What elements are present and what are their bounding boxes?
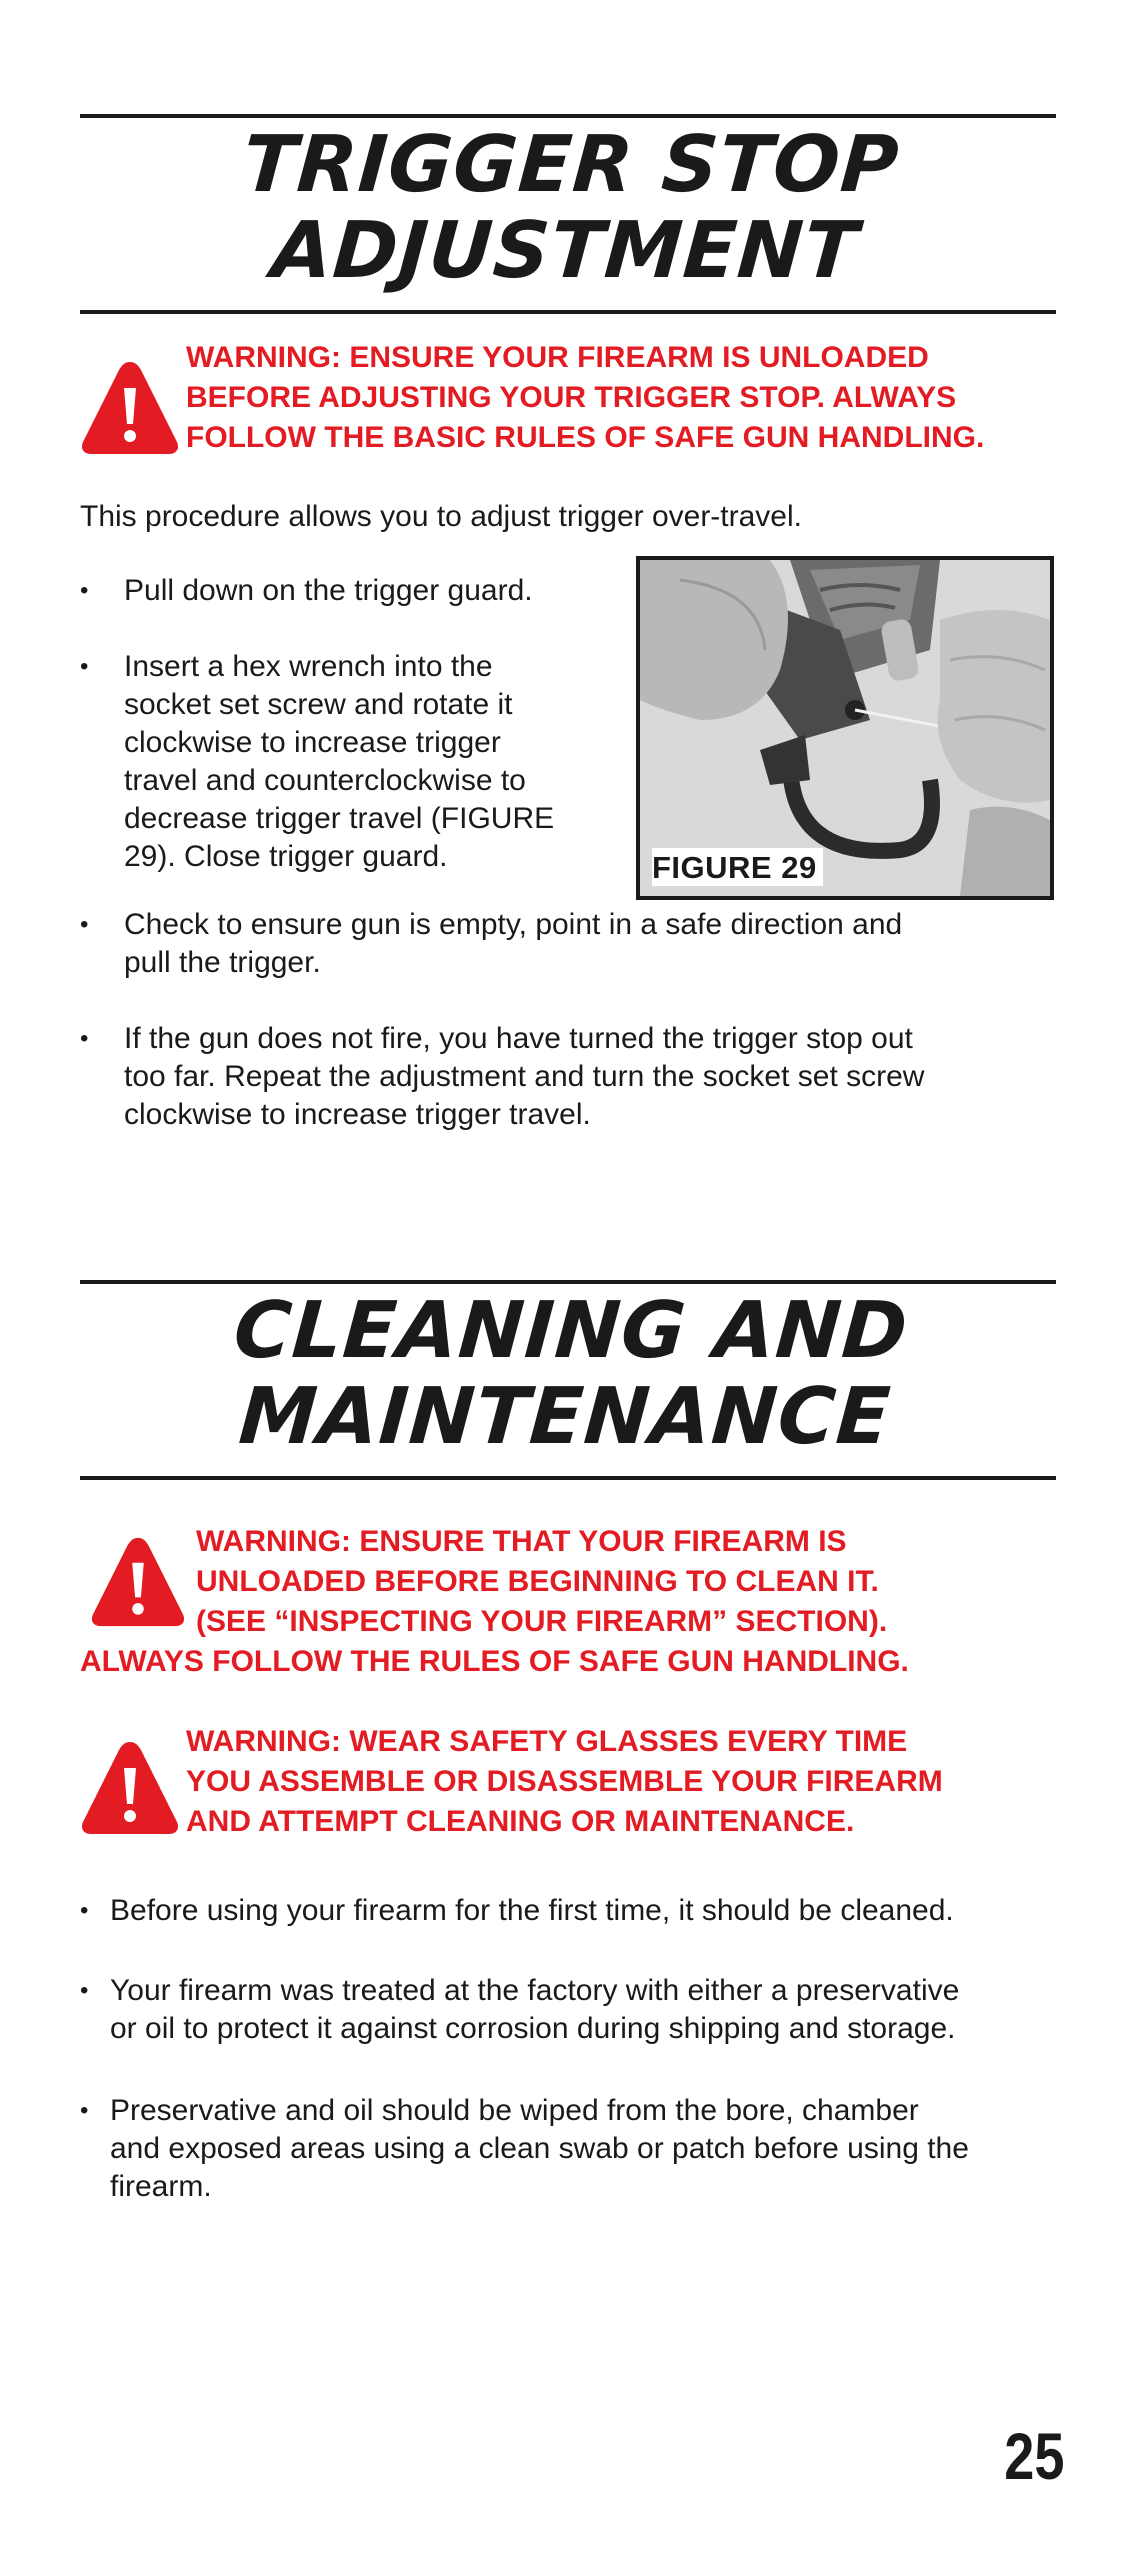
warning-line: ALWAYS FOLLOW THE RULES OF SAFE GUN HANDLING.: [80, 1645, 909, 1678]
list-item-line: travel and counterclockwise to: [124, 764, 526, 797]
section2-title: [74, 1288, 1062, 1460]
warning-line: BEFORE ADJUSTING YOUR TRIGGER STOP. ALWAYS: [186, 381, 957, 414]
warning-triangle-icon: [80, 358, 180, 458]
list-item: [80, 1972, 959, 2048]
figure-label: FIGURE 29: [652, 848, 823, 886]
bullet-dot: •: [80, 577, 89, 604]
bullet-dot: •: [80, 1897, 89, 1924]
list-item-line: Preservative and oil should be wiped from the bore, chamber: [110, 2094, 919, 2127]
section2-warning-glasses: [186, 1722, 943, 1842]
section1-title-line2: ADJUSTMENT: [268, 206, 862, 296]
list-item: [80, 648, 554, 876]
list-item: [80, 2092, 969, 2206]
list-item-line: 29). Close trigger guard.: [124, 840, 448, 873]
list-item-line: Your firearm was treated at the factory with either a preservative: [110, 1974, 960, 2007]
section2-warning-unloaded: [80, 1522, 1070, 1682]
list-item-line: firearm.: [110, 2170, 212, 2203]
list-item: [80, 1020, 924, 1134]
warning-triangle-icon: [80, 1738, 180, 1838]
section1-intro: This procedure allows you to adjust trigger over-travel.: [80, 500, 802, 533]
page-number: 25: [1003, 2419, 1064, 2493]
list-item-line: clockwise to increase trigger: [124, 726, 501, 759]
list-item-line: Before using your firearm for the first time, it should be cleaned.: [110, 1894, 954, 1927]
section2-top-rule: [80, 1280, 1056, 1284]
section1-warning: [186, 338, 984, 458]
section2-bottom-rule: [80, 1476, 1056, 1480]
section1-top-rule: [80, 114, 1056, 118]
list-item: [80, 1892, 954, 1930]
warning-line: WARNING: ENSURE THAT YOUR FIREARM IS: [196, 1525, 847, 1558]
warning-line: WARNING: WEAR SAFETY GLASSES EVERY TIME: [186, 1725, 908, 1758]
section2-title-line1: CLEANING AND: [230, 1286, 912, 1376]
warning-line: UNLOADED BEFORE BEGINNING TO CLEAN IT.: [196, 1565, 879, 1598]
list-item-line: decrease trigger travel (FIGURE: [124, 802, 555, 835]
list-item-line: or oil to protect it against corrosion during shipping and storage.: [110, 2012, 956, 2045]
list-item-line: clockwise to increase trigger travel.: [124, 1098, 591, 1131]
list-item: [80, 906, 902, 982]
bullet-dot: •: [80, 911, 89, 938]
bullet-dot: •: [80, 1025, 89, 1052]
figure-29-photo: [636, 556, 1054, 900]
warning-line: YOU ASSEMBLE OR DISASSEMBLE YOUR FIREARM: [186, 1765, 943, 1798]
list-item-line: too far. Repeat the adjustment and turn the socket set screw: [124, 1060, 925, 1093]
section1-bottom-rule: [80, 310, 1056, 314]
section1-title: [74, 122, 1062, 294]
bullet-dot: •: [80, 2097, 89, 2124]
list-item: [80, 572, 533, 610]
list-item-line: Insert a hex wrench into the: [124, 650, 493, 683]
list-item-line: and exposed areas using a clean swab or patch before using the: [110, 2132, 969, 2165]
bullet-dot: •: [80, 653, 89, 680]
warning-line: (SEE “INSPECTING YOUR FIREARM” SECTION).: [196, 1605, 888, 1638]
list-item-line: socket set screw and rotate it: [124, 688, 513, 721]
hand-and-trigger-illustration: [640, 560, 1050, 896]
list-item-line: pull the trigger.: [124, 946, 321, 979]
list-item-line: Pull down on the trigger guard.: [124, 574, 533, 607]
section2-title-line2: MAINTENANCE: [236, 1372, 894, 1462]
list-item-line: If the gun does not fire, you have turned the trigger stop out: [124, 1022, 913, 1055]
warning-line: FOLLOW THE BASIC RULES OF SAFE GUN HANDLING.: [186, 421, 985, 454]
warning-line: AND ATTEMPT CLEANING OR MAINTENANCE.: [186, 1805, 855, 1838]
bullet-dot: •: [80, 1977, 89, 2004]
warning-line: WARNING: ENSURE YOUR FIREARM IS UNLOADED: [186, 341, 929, 374]
list-item-line: Check to ensure gun is empty, point in a safe direction and: [124, 908, 903, 941]
section1-title-line1: TRIGGER STOP: [240, 120, 902, 210]
